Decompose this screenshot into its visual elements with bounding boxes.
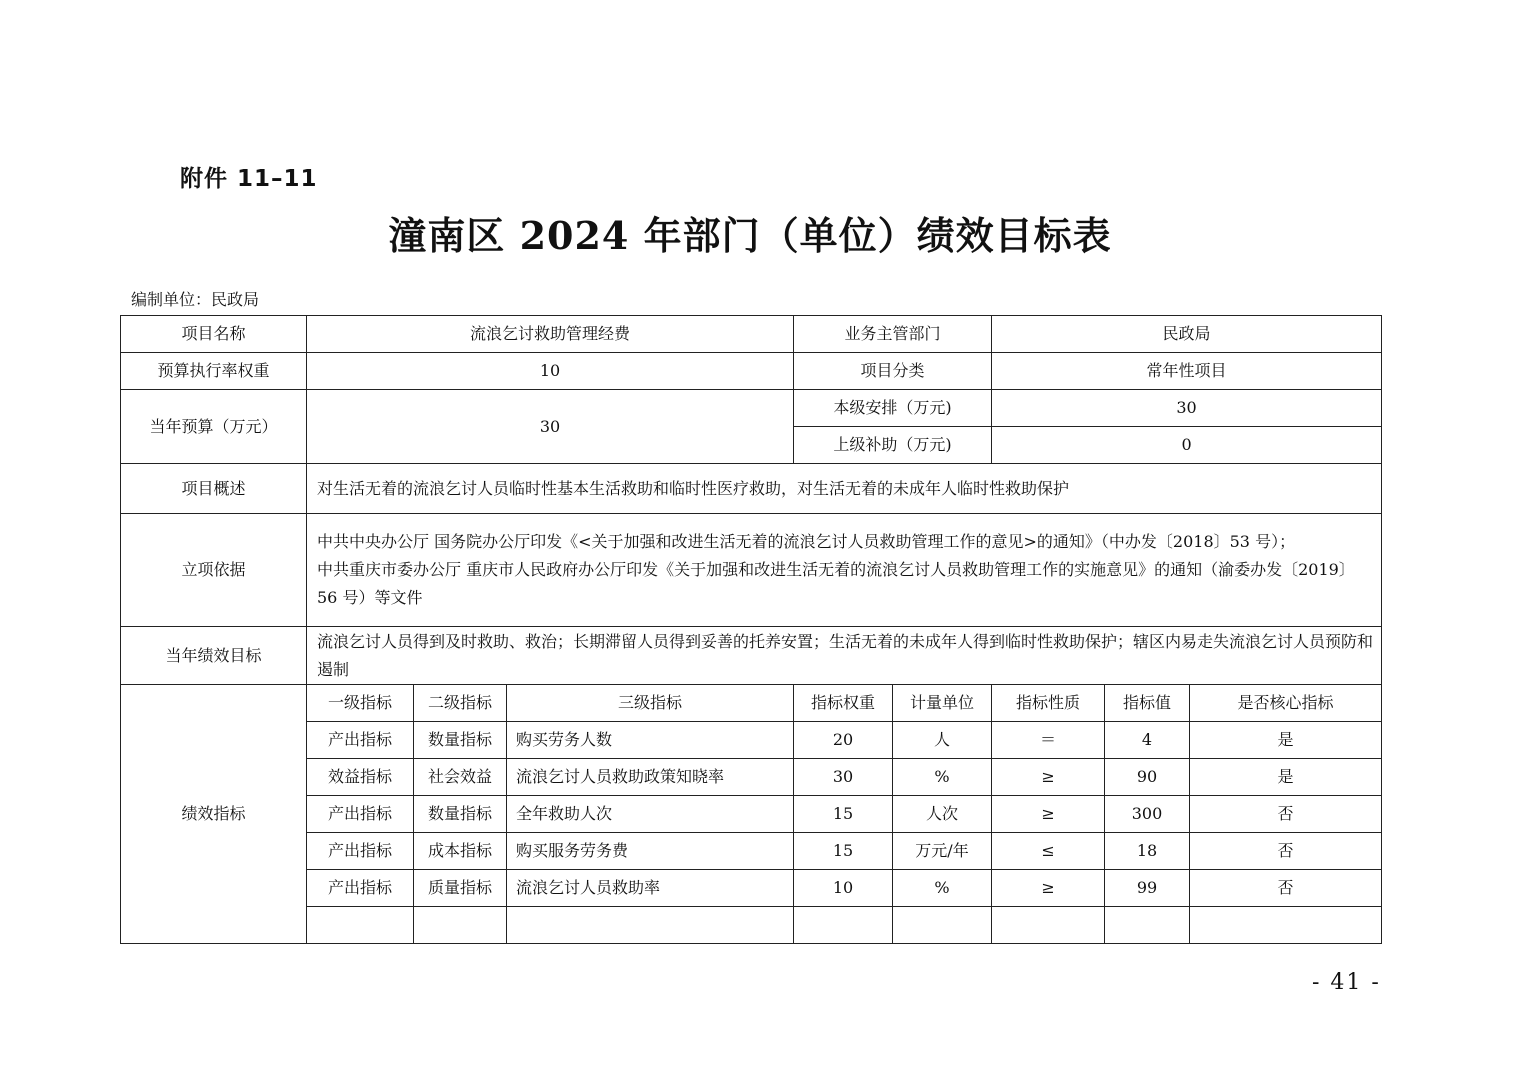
cell-nature: ＝ — [992, 722, 1105, 759]
local-budget-value: 30 — [992, 390, 1382, 427]
table-row — [121, 722, 1382, 759]
cell-value: 300 — [1105, 796, 1190, 833]
header-value: 指标值 — [1105, 685, 1190, 722]
cell-nature: ≥ — [992, 870, 1105, 907]
table-row — [121, 833, 1382, 870]
cell-value: 90 — [1105, 759, 1190, 796]
cell-unit: % — [893, 870, 992, 907]
weight-value: 10 — [307, 353, 794, 390]
basis-line-2: 中共重庆市委办公厅 重庆市人民政府办公厅印发《关于加强和改进生活无着的流浪乞讨人员救助管理工作的实施意见》的通知（渝委办发〔2019〕56 号）等文件 — [317, 560, 1355, 607]
local-budget-label: 本级安排（万元) — [794, 390, 992, 427]
upper-subsidy-value: 0 — [992, 427, 1382, 464]
table-row — [121, 759, 1382, 796]
cell-level1: 产出指标 — [307, 833, 414, 870]
cell-level2: 数量指标 — [414, 722, 507, 759]
page-number: - 41 - — [1312, 970, 1381, 995]
table-row — [121, 390, 1382, 427]
table-row — [121, 627, 1382, 685]
cell-weight: 15 — [794, 796, 893, 833]
cell-nature: ≥ — [992, 796, 1105, 833]
cell-nature: ≤ — [992, 833, 1105, 870]
upper-subsidy-label: 上级补助（万元) — [794, 427, 992, 464]
indicator-header-row — [121, 685, 1382, 722]
cell-weight: 20 — [794, 722, 893, 759]
cell-unit: % — [893, 759, 992, 796]
empty-cell — [507, 907, 794, 944]
cell-core: 否 — [1190, 796, 1382, 833]
project-name-value: 流浪乞讨救助管理经费 — [307, 316, 794, 353]
performance-target-table — [120, 315, 1382, 944]
table-row — [121, 796, 1382, 833]
header-core: 是否核心指标 — [1190, 685, 1382, 722]
cell-level3: 购买劳务人数 — [507, 722, 794, 759]
table-row — [121, 316, 1382, 353]
dept-value: 民政局 — [992, 316, 1382, 353]
cell-weight: 15 — [794, 833, 893, 870]
cell-level2: 社会效益 — [414, 759, 507, 796]
header-unit: 计量单位 — [893, 685, 992, 722]
cell-nature: ≥ — [992, 759, 1105, 796]
empty-cell — [307, 907, 414, 944]
header-level3: 三级指标 — [507, 685, 794, 722]
table-row — [121, 464, 1382, 514]
cell-unit: 人 — [893, 722, 992, 759]
table-row — [121, 514, 1382, 627]
page-title: 潼南区 2024 年部门（单位）绩效目标表 — [388, 213, 1112, 258]
category-value: 常年性项目 — [992, 353, 1382, 390]
cell-core: 是 — [1190, 759, 1382, 796]
cell-level3: 购买服务劳务费 — [507, 833, 794, 870]
empty-cell — [893, 907, 992, 944]
cell-weight: 30 — [794, 759, 893, 796]
overview-value: 对生活无着的流浪乞讨人员临时性基本生活救助和临时性医疗救助，对生活无着的未成年人临时性救助保护 — [307, 464, 1382, 514]
header-nature: 指标性质 — [992, 685, 1105, 722]
empty-cell — [794, 907, 893, 944]
weight-label: 预算执行率权重 — [121, 353, 307, 390]
cell-level3: 流浪乞讨人员救助率 — [507, 870, 794, 907]
cell-value: 4 — [1105, 722, 1190, 759]
basis-line-1: 中共中央办公厅 国务院办公厅印发《<关于加强和改进生活无着的流浪乞讨人员救助管理工作的意见>的通知》（中办发〔2018〕53 号）； — [317, 532, 1296, 551]
cell-core: 否 — [1190, 870, 1382, 907]
cell-unit: 万元/年 — [893, 833, 992, 870]
cell-unit: 人次 — [893, 796, 992, 833]
cell-level2: 质量指标 — [414, 870, 507, 907]
budget-label: 当年预算（万元） — [121, 390, 307, 464]
cell-core: 否 — [1190, 833, 1382, 870]
budget-value: 30 — [307, 390, 794, 464]
cell-level1: 产出指标 — [307, 722, 414, 759]
category-label: 项目分类 — [794, 353, 992, 390]
cell-level1: 效益指标 — [307, 759, 414, 796]
header-level2: 二级指标 — [414, 685, 507, 722]
basis-value — [307, 514, 1382, 627]
table-row-empty — [121, 907, 1382, 944]
indicators-label: 绩效指标 — [121, 685, 307, 944]
cell-level1: 产出指标 — [307, 870, 414, 907]
annex-label: 附件 11–11 — [180, 166, 318, 192]
empty-cell — [1105, 907, 1190, 944]
cell-core: 是 — [1190, 722, 1382, 759]
compiling-unit: 编制单位：民政局 — [131, 290, 260, 309]
project-name-label: 项目名称 — [121, 316, 307, 353]
cell-weight: 10 — [794, 870, 893, 907]
cell-value: 18 — [1105, 833, 1190, 870]
dept-label: 业务主管部门 — [794, 316, 992, 353]
goal-value: 流浪乞讨人员得到及时救助、救治；长期滞留人员得到妥善的托养安置；生活无着的未成年人得到临时性救助保护；辖区内易走失流浪乞讨人员预防和遏制 — [307, 627, 1382, 685]
cell-level2: 数量指标 — [414, 796, 507, 833]
empty-cell — [414, 907, 507, 944]
cell-level1: 产出指标 — [307, 796, 414, 833]
cell-level3: 全年救助人次 — [507, 796, 794, 833]
cell-level2: 成本指标 — [414, 833, 507, 870]
header-weight: 指标权重 — [794, 685, 893, 722]
table-row — [121, 870, 1382, 907]
header-level1: 一级指标 — [307, 685, 414, 722]
table-row — [121, 353, 1382, 390]
empty-cell — [992, 907, 1105, 944]
basis-label: 立项依据 — [121, 514, 307, 627]
empty-cell — [1190, 907, 1382, 944]
cell-level3: 流浪乞讨人员救助政策知晓率 — [507, 759, 794, 796]
goal-label: 当年绩效目标 — [121, 627, 307, 685]
cell-value: 99 — [1105, 870, 1190, 907]
overview-label: 项目概述 — [121, 464, 307, 514]
